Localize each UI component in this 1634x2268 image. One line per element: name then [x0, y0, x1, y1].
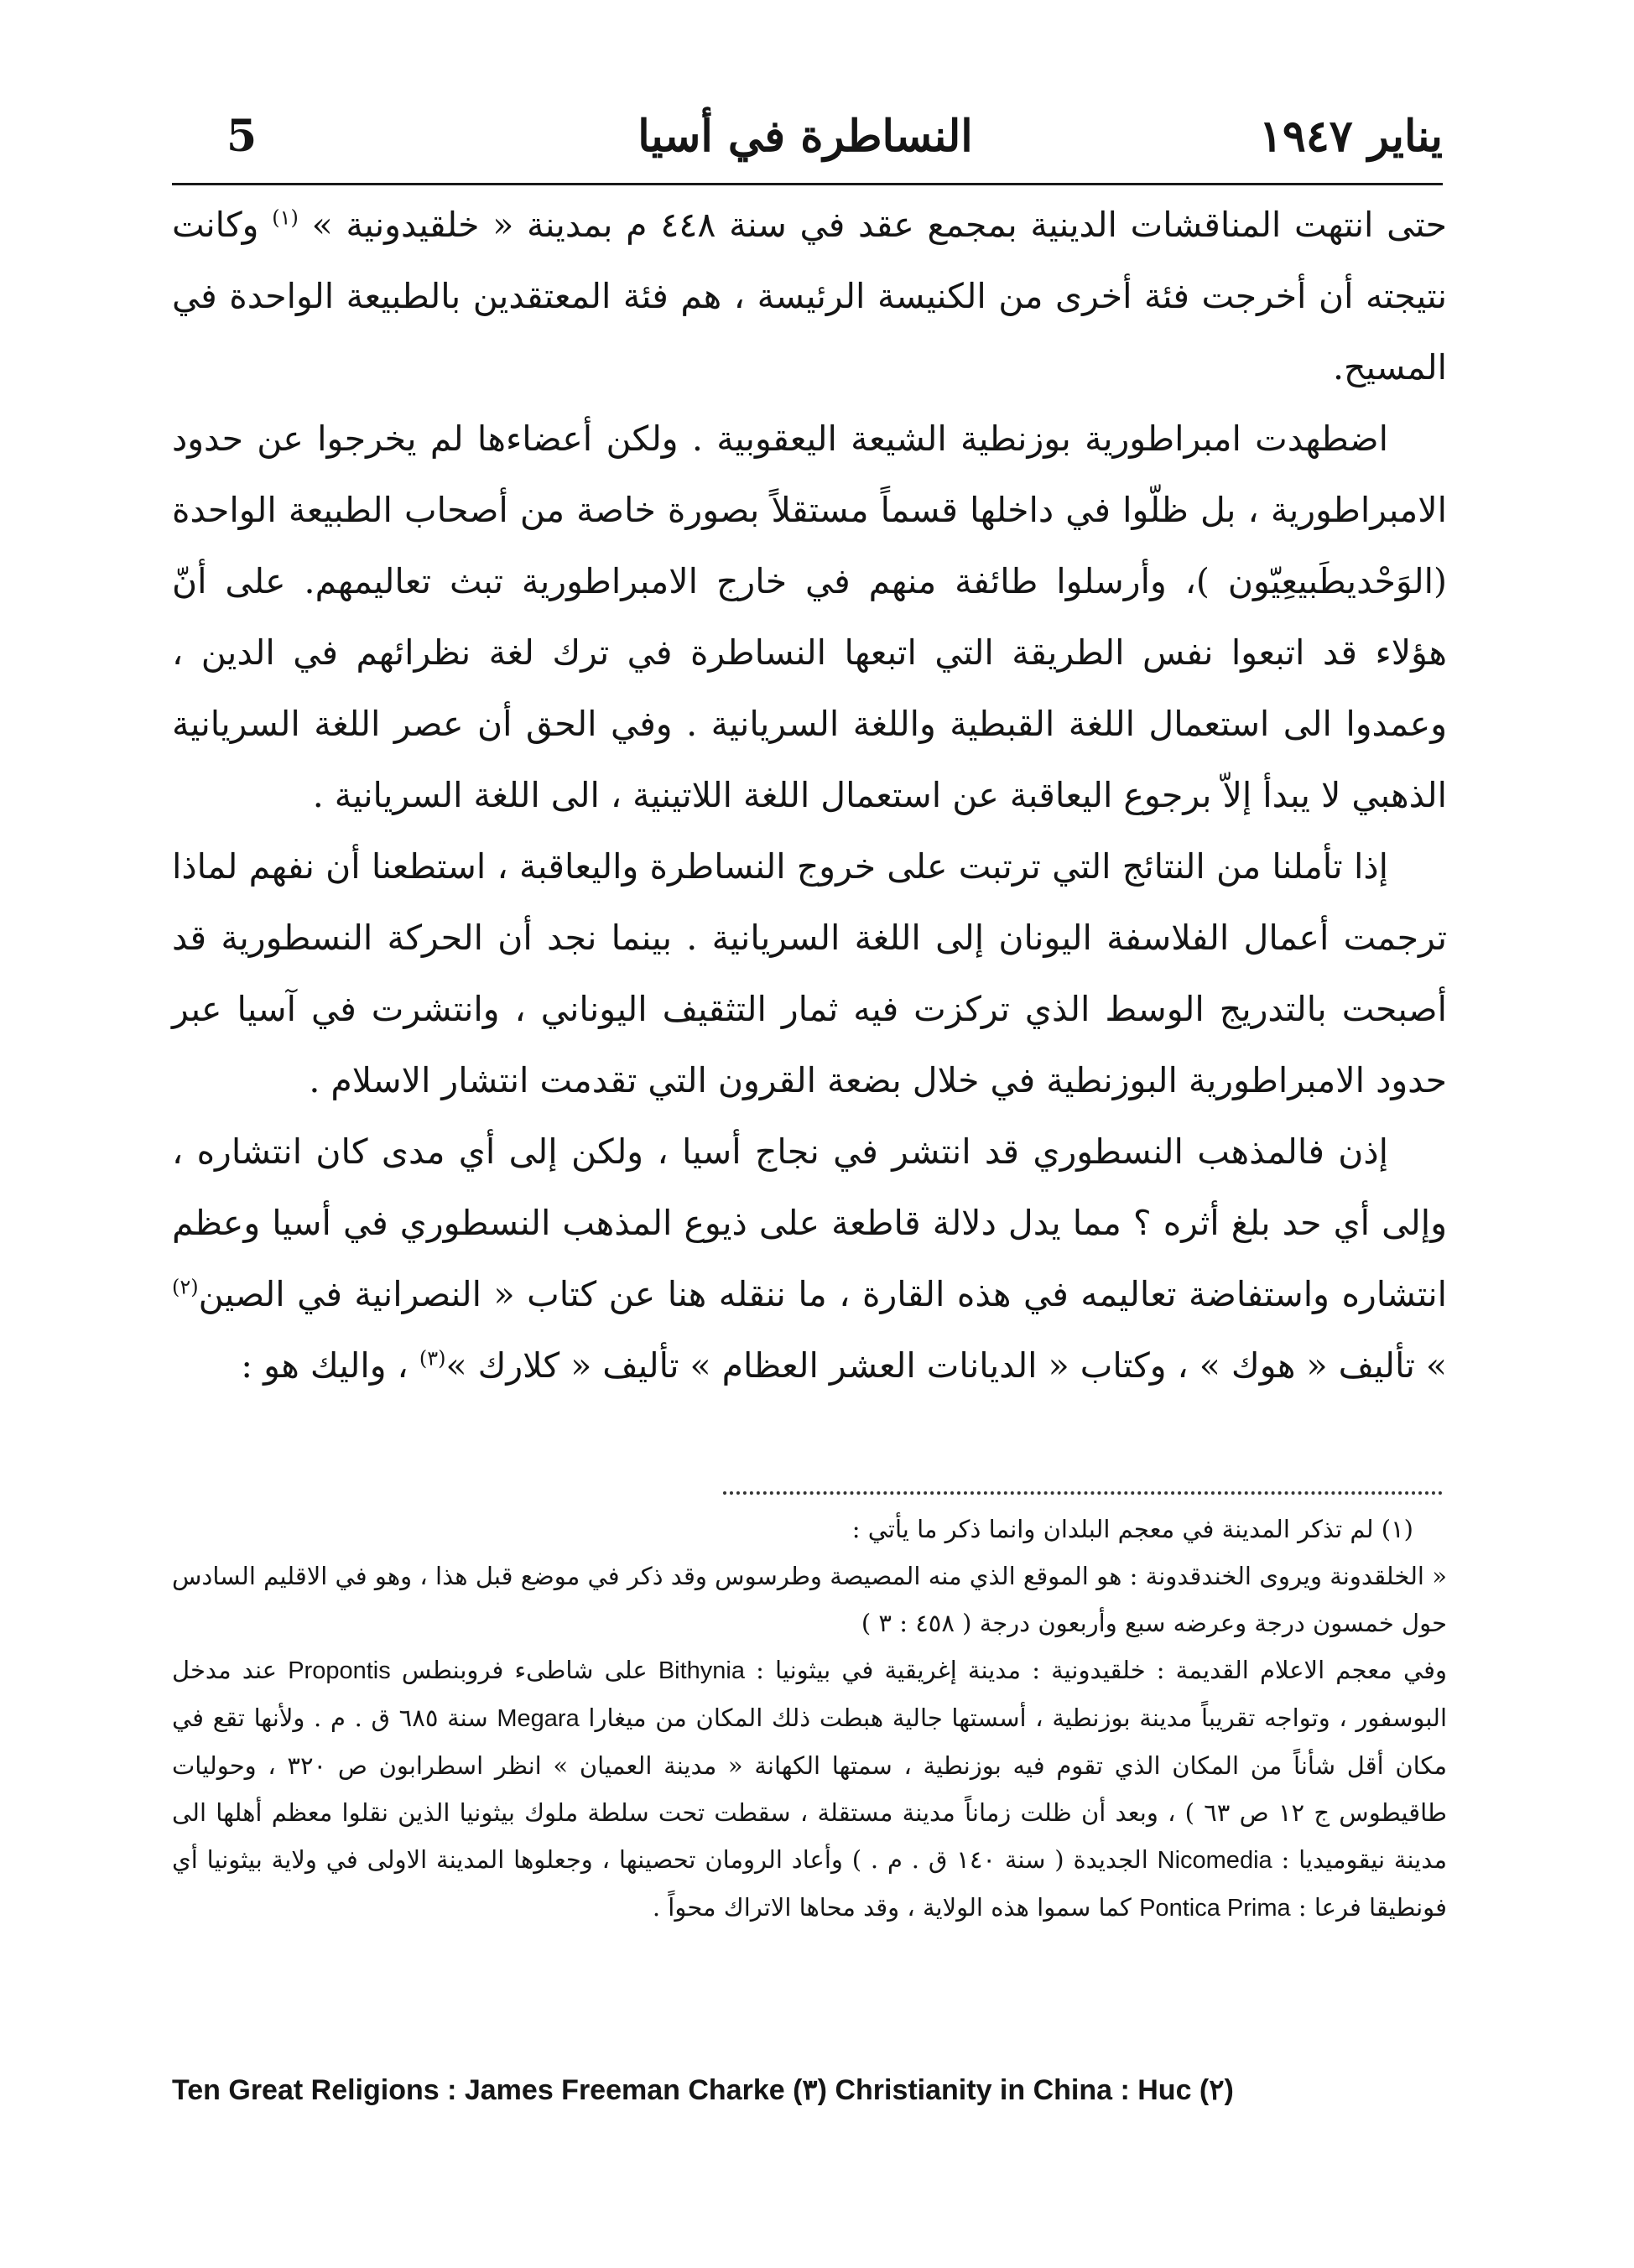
footnote-ref-3: (٣): [419, 1346, 446, 1371]
latin-term-nicomedia: Nicomedia: [1157, 1847, 1272, 1874]
header-rule: [172, 183, 1443, 185]
footnote-text-c: عند مدخل البوسفور ، وتواجه تقريباً مدينة بوزنطية ، أسستها جالية هبطت ذلك المكان من ميغارا: [172, 1656, 1447, 1732]
header-title: النساطرة في أسيا: [637, 111, 973, 162]
paragraph-4-text-b: » تأليف « هوك » ، وكتاب « الديانات العشر العظام » تأليف « كلارك »: [445, 1345, 1447, 1386]
paragraph-1-text-a: حتى انتهت المناقشات الدينية بمجمع عقد في سنة ٤٤٨ م بمدينة « خلقيدونية »: [298, 205, 1448, 245]
footnotes: [172, 1506, 1447, 1932]
latin-term-bithynia: Bithynia: [658, 1657, 745, 1684]
english-references: Ten Great Religions : James Freeman Charke (٣) Christianity in China : Huc (٢): [172, 2074, 1234, 2106]
footnote-1-quote: « الخلقدونة ويروى الخندقدونة : هو الموقع الذي منه المصيصة وطرسوس وقد ذكر في موضع قبل هذا ، وهو في الاقليم السادس حول خمسون درجة وعرضه سبع وأربعون درجة ( ٤٥٨ : ٣ ): [172, 1562, 1447, 1637]
footnote-ref-2: (٢): [172, 1275, 199, 1299]
footnote-text-e: الجديدة ( سنة ١٤٠ ق . م . ) وأعاد الرومان تحصينها ، وجعلوها المدينة الاولى في ولاية بيثونيا أي فونطيقا فرعا :: [172, 1845, 1447, 1922]
footnote-text-d: سنة ٦٨٥ ق . م . ولأنها تقع في مكان أقل شأناً من المكان الذي تقوم فيه بوزنطية ، سمتها الكهانة « مدينة العميان » انظر اسطرابون ص ٣٢٠ ، وحوليات طاقيطوس ج ١٢ ص ٦٣ ) ، وبعد أن ظلت زماناً مدينة مستقلة ، سقطت تحت سلطة ملوك بيثونيا الذين نقلوا معظم أهلها الى مدينة نيقوميديا :: [172, 1704, 1447, 1874]
body-text: [172, 190, 1447, 1402]
footnote-separator: [723, 1491, 1443, 1495]
footnote-ref-1: (١): [272, 205, 299, 230]
footnote-text-b: على شاطىء فروبنطس: [390, 1656, 658, 1684]
paragraph-4: [172, 1116, 1447, 1402]
footnote-text-f: كما سموا هذه الولاية ، وقد محاها الاتراك محواً .: [652, 1893, 1140, 1922]
paragraph-1: [172, 190, 1447, 403]
paragraph-4-text-a: إذن فالمذهب النسطوري قد انتشر في نجاج أسيا ، ولكن إلى أي مدى كان انتشاره ، وإلى أي حد بلغ أثره ؟ مما يدل دلالة قاطعة على ذيوع المذهب النسطوري في أسيا وعظم انتشاره واستفاضة تعاليمه في هذه القارة ، ما ننقله هنا عن كتاب « النصرانية في الصين: [172, 1131, 1447, 1314]
latin-term-megara: Megara: [497, 1705, 580, 1732]
paragraph-2: اضطهدت امبراطورية بوزنطية الشيعة اليعقوبية . ولكن أعضاءها لم يخرجوا عن حدود الامبراطورية ، بل ظلّوا في داخلها قسماً مستقلاً بصورة خاصة من أصحاب الطبيعة الواحدة (الوَحْديطَبيعِيّون )، وأرسلوا طائفة منهم في خارج الامبراطورية تبث تعاليمهم. على أنّ هؤلاء قد اتبعوا نفس الطريقة التي اتبعها النساطرة في ترك لغة نظرائهم في الدين ، وعمدوا الى استعمال اللغة القبطية واللغة السريانية . وفي الحق أن عصر اللغة السريانية الذهبي لا يبدأ إلاّ برجوع اليعاقبة عن استعمال اللغة اللاتينية ، الى اللغة السريانية .: [172, 419, 1447, 815]
latin-term-pontica: Pontica Prima: [1139, 1895, 1291, 1922]
footnote-1-heading: (١) لم تذكر المدينة في معجم البلدان وانما ذكر ما يأتي :: [851, 1515, 1413, 1543]
paragraph-1-text-b: وكانت نتيجته أن أخرجت فئة أخرى من الكنيسة الرئيسة ، هم فئة المعتقدين بالطبيعة الواحدة في المسيح.: [172, 205, 1447, 388]
page-number: 5: [226, 111, 258, 162]
paragraph-4-text-c: ، واليك هو :: [241, 1345, 419, 1386]
footnote-text-a: وفي معجم الاعلام القديمة : خلقيدونية : مدينة إغريقية في بيثونيا :: [744, 1656, 1447, 1684]
header-date: يناير ١٩٤٧: [1259, 111, 1443, 162]
footnote-1-body: [172, 1646, 1447, 1932]
paragraph-3: إذا تأملنا من النتائج التي ترتبت على خروج النساطرة واليعاقبة ، استطعنا أن نفهم لماذا ترجمت أعمال الفلاسفة اليونان إلى اللغة السريانية . بينما نجد أن الحركة النسطورية قد أصبحت بالتدريج الوسط الذي تركزت فيه ثمار التثقيف اليوناني ، وانتشرت في آسيا عبر حدود الامبراطورية البوزنطية في خلال بضعة القرون التي تقدمت انتشار الاسلام .: [172, 846, 1447, 1100]
running-header: [168, 99, 1443, 174]
latin-term-propontis: Propontis: [288, 1657, 391, 1684]
